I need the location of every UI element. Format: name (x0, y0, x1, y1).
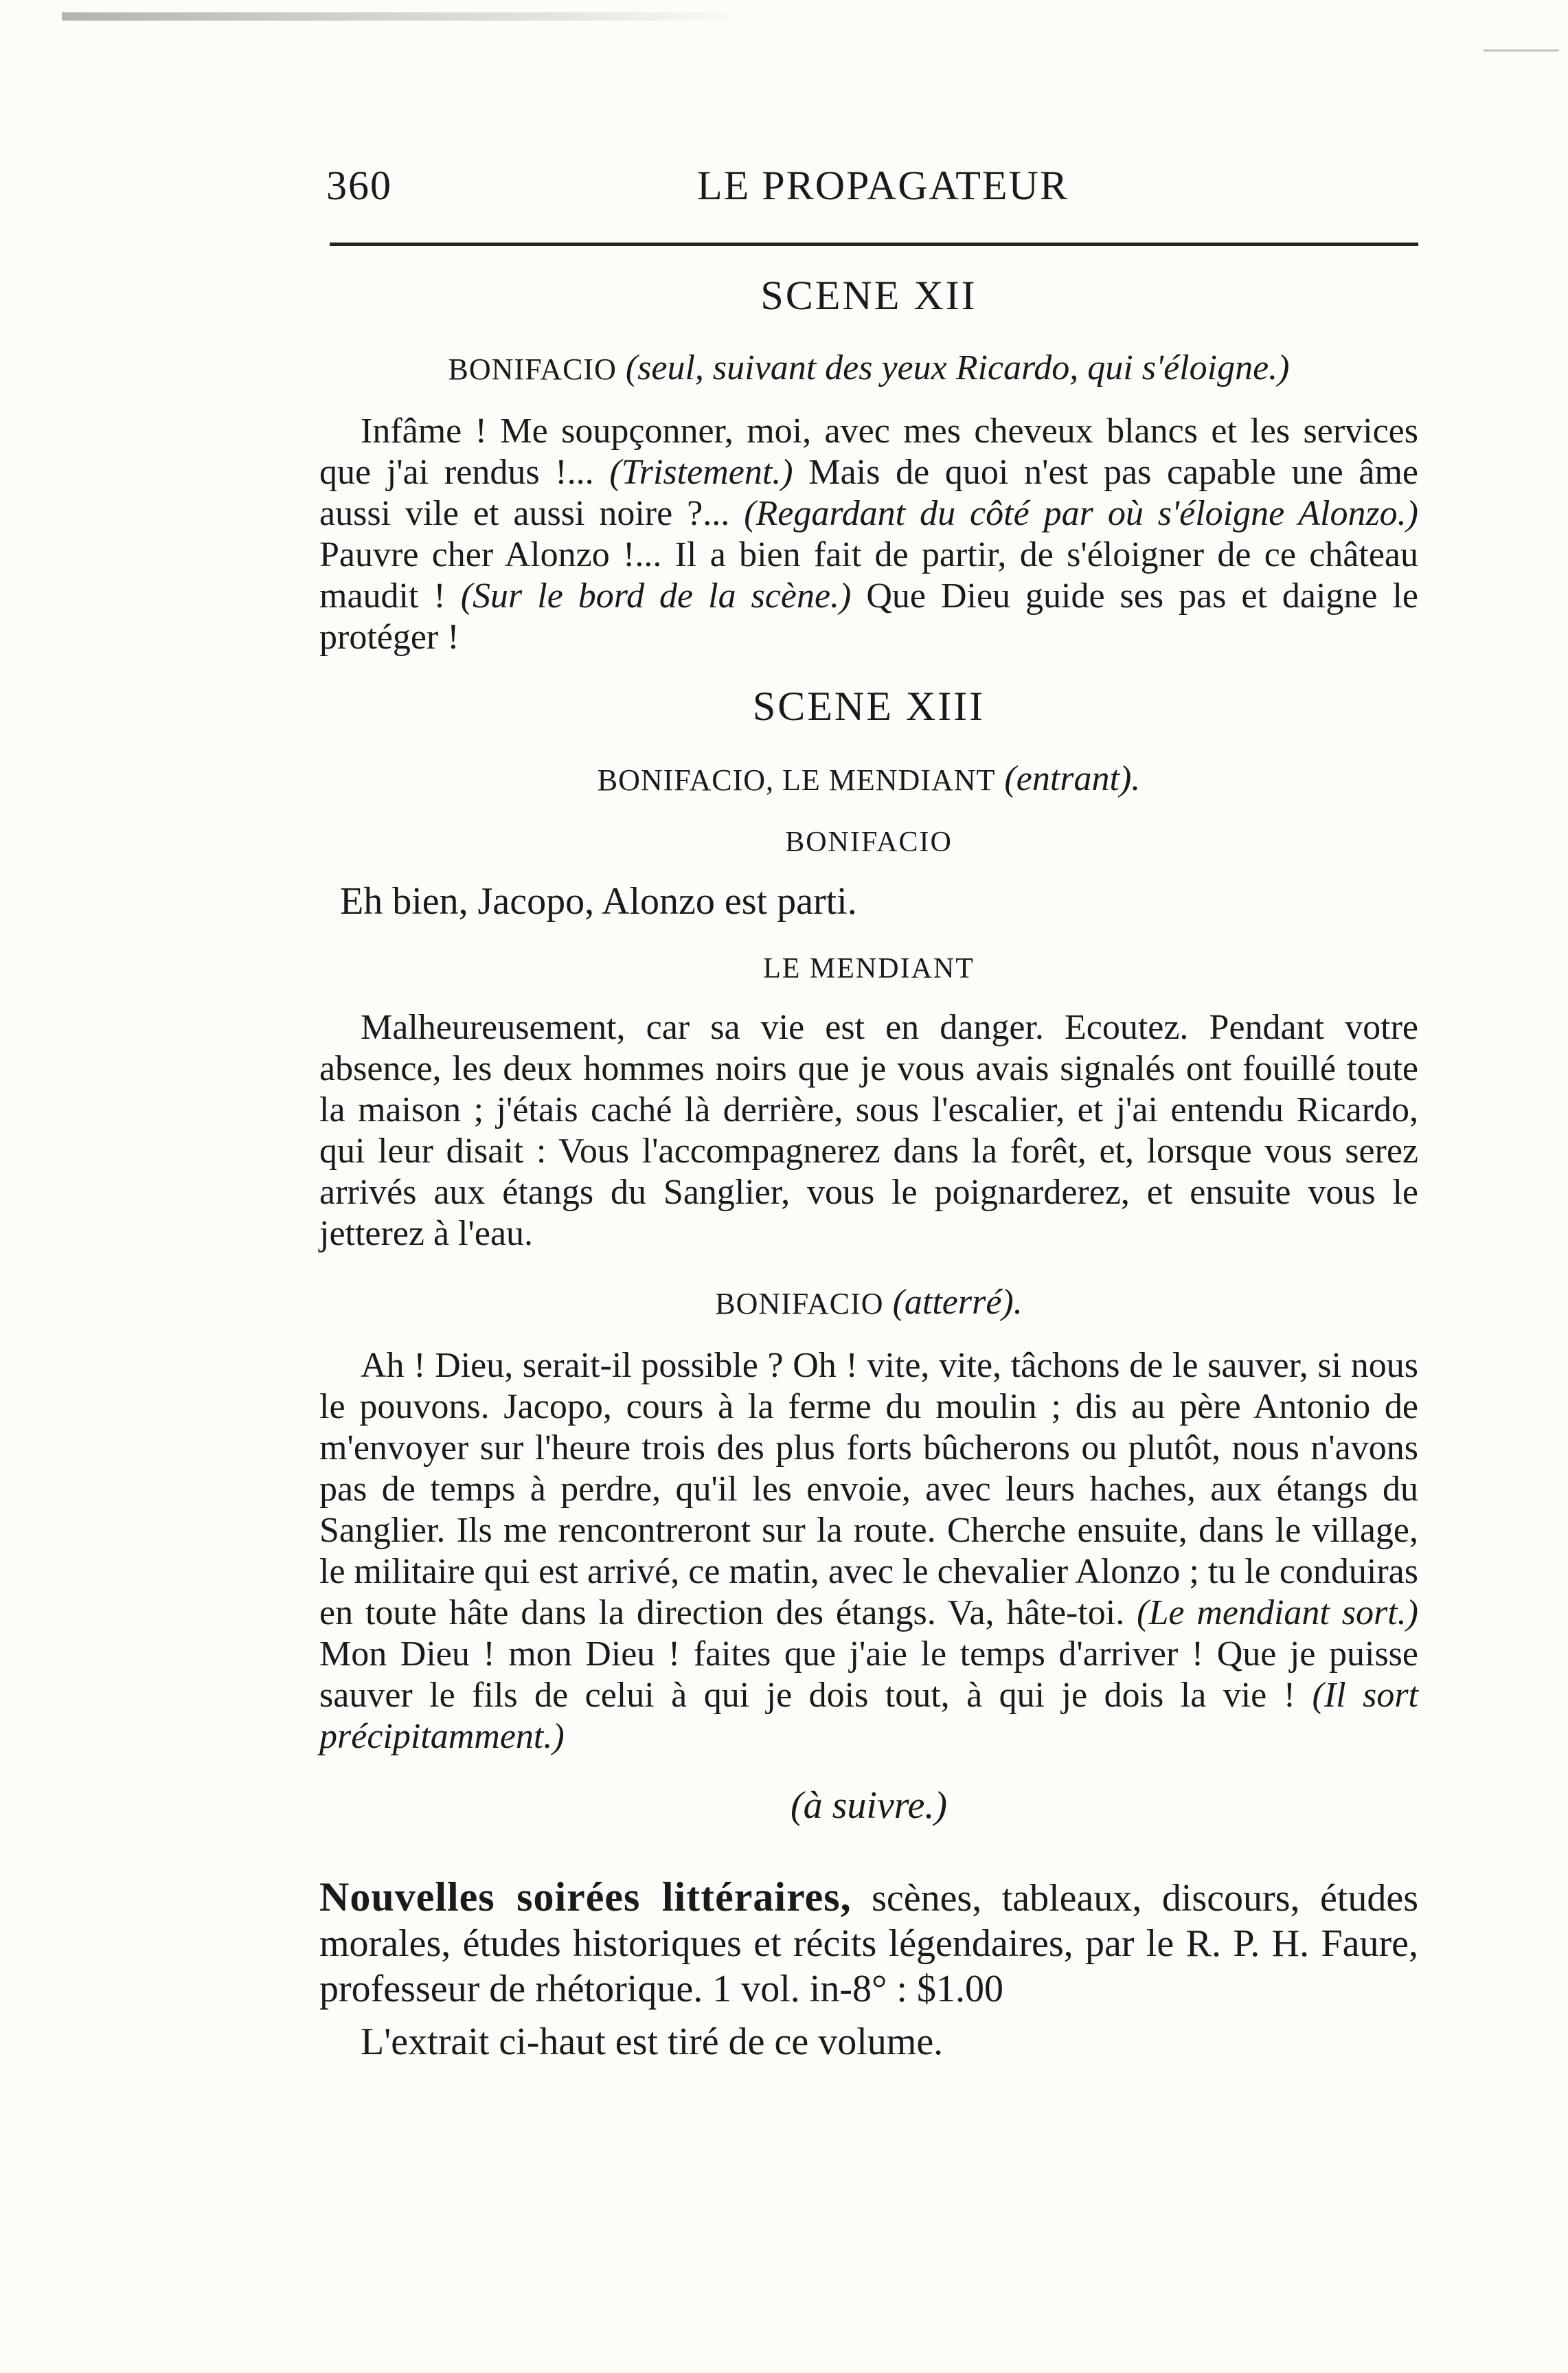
stage-direction: (Il sort précipitamment.) (319, 1676, 1418, 1756)
stage-direction: (atterré). (892, 1283, 1023, 1322)
book-title: Nouvelles soirées littéraires, (319, 1874, 852, 1920)
speaker-label: LE MENDIANT (763, 953, 975, 985)
monologue-paragraph (319, 411, 1418, 658)
main-text (319, 275, 1418, 2062)
dialogue-paragraph (319, 1345, 1418, 1757)
speaker-label: BONIFACIO (715, 1287, 884, 1320)
header-rule (330, 243, 1418, 246)
stage-heading-13 (319, 758, 1418, 801)
stage-direction: (Tristement.) (609, 453, 793, 492)
text-run: Ah ! Dieu, serait-il possible ? Oh ! vite, vite, tâchons de le sauver, si nous le pouvons. Jacopo, cours à la ferme du moulin ; dis au père Antonio de m'envoyer sur l'heure trois des plus forts bûcherons ou plutôt, nous n'avons pas de temps à perdre, qu'il les envoie, avec leurs haches, aux étangs du Sanglier. Ils me rencontreront sur la route. Cherche ensuite, dans le village, le militaire qui est arrivé, ce matin, avec le chevalier Alonzo ; tu le conduiras en toute hâte dans la direction des étangs. Va, hâte-toi. (319, 1346, 1418, 1632)
running-header (326, 162, 1418, 217)
dialogue-line: Eh bien, Jacopo, Alonzo est parti. (340, 880, 857, 923)
page-number: 360 (326, 163, 392, 208)
speaker-label: BONIFACIO (785, 826, 953, 858)
stage-direction: (Regardant du côté par où s'éloigne Alonzo.) (744, 494, 1418, 533)
text-run: Pauvre cher Alonzo !... Il a bien fait de partir, de s'éloigner de ce château maudit ! (319, 535, 1418, 616)
scan-smudge (62, 12, 749, 21)
bibliography-entry (319, 1874, 1418, 2012)
to-be-continued: (à suivre.) (790, 1784, 948, 1827)
text-run: Infâme ! Me soupçonner, moi, avec mes cheveux blancs et les services que j'ai rendus !... (319, 412, 1418, 492)
stage-direction: (seul, suivant des yeux Ricardo, qui s'éloigne.) (625, 348, 1290, 387)
scan-mark (1484, 49, 1559, 52)
text-run: Que Dieu guide ses pas et daigne le protéger ! (319, 576, 1418, 657)
stage-characters: BONIFACIO, LE MENDIANT (597, 763, 996, 797)
journal-title: LE PROPAGATEUR (697, 163, 1069, 208)
stage-direction: (Le mendiant sort.) (1137, 1593, 1418, 1632)
stage-heading-12 (319, 348, 1418, 390)
text-run: Mais de quoi n'est pas capable une âme aussi vile et aussi noire ?... (319, 453, 1419, 533)
dialogue-paragraph: Malheureusement, car sa vie est en danger. Ecoutez. Pendant votre absence, les deux hommes noirs que je vous avais signalés ont fouillé toute la maison ; j'étais caché là derrière, sous l'escalier, et j'ai entendu Ricardo, qui leur disait : Vous l'accompagnerez dans la forêt, et, lorsque vous serez arrivés aux étangs du Sanglier, vous le poignarderez, et ensuite vous le jetterez à l'eau. (319, 1008, 1418, 1253)
scene-title-12: SCENE XII (760, 273, 977, 318)
text-run: Mon Dieu ! mon Dieu ! faites que j'aie le temps d'arriver ! Que je puisse sauver le fils de celui à qui je dois tout, à qui je dois la vie ! (319, 1634, 1418, 1715)
speaker-heading (319, 1282, 1418, 1325)
scene-title-13: SCENE XIII (752, 684, 986, 729)
stage-direction: (entrant). (1004, 759, 1141, 798)
stage-character: BONIFACIO (448, 352, 617, 386)
stage-direction: (Sur le bord de la scène.) (460, 576, 852, 616)
extract-note: L'extrait ci-haut est tiré de ce volume. (361, 2021, 944, 2063)
book-description: scènes, tableaux, discours, études morales, études historiques et récits légendaires, par le R. P. H. Faure, professeur de rhétorique. 1 vol. in-8° : $1.00 (319, 1877, 1419, 2010)
